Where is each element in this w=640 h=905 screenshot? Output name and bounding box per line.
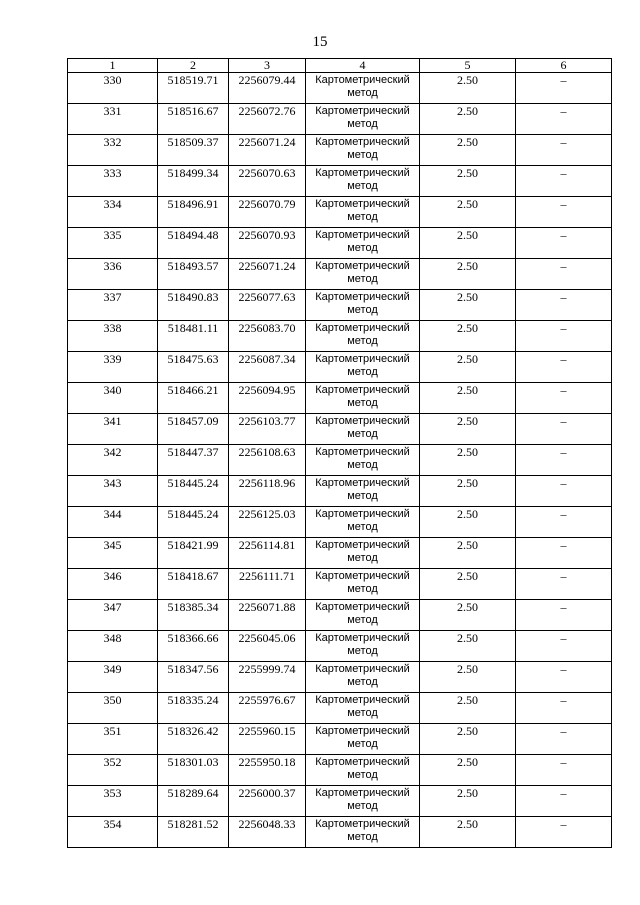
point-number-cell: 331 xyxy=(68,104,158,135)
table-row xyxy=(68,259,612,290)
y-coordinate-cell: 2256118.96 xyxy=(229,476,306,507)
table-row xyxy=(68,352,612,383)
point-number-cell: 336 xyxy=(68,259,158,290)
x-coordinate-cell: 518347.56 xyxy=(158,662,229,693)
table-row xyxy=(68,321,612,352)
method-cell: Картометрический метод xyxy=(306,693,420,724)
table-body xyxy=(68,73,612,848)
table-row xyxy=(68,600,612,631)
y-coordinate-cell: 2256071.24 xyxy=(229,259,306,290)
note-cell: – xyxy=(516,507,612,538)
note-cell: – xyxy=(516,135,612,166)
note-cell: – xyxy=(516,445,612,476)
x-coordinate-cell: 518385.34 xyxy=(158,600,229,631)
x-coordinate-cell: 518509.37 xyxy=(158,135,229,166)
x-coordinate-cell: 518493.57 xyxy=(158,259,229,290)
y-coordinate-cell: 2256000.37 xyxy=(229,786,306,817)
point-number-cell: 337 xyxy=(68,290,158,321)
y-coordinate-cell: 2256072.76 xyxy=(229,104,306,135)
y-coordinate-cell: 2256077.63 xyxy=(229,290,306,321)
note-cell: – xyxy=(516,662,612,693)
table-row xyxy=(68,135,612,166)
table-row xyxy=(68,290,612,321)
point-number-cell: 347 xyxy=(68,600,158,631)
method-cell: Картометрический метод xyxy=(306,166,420,197)
note-cell: – xyxy=(516,352,612,383)
accuracy-cell: 2.50 xyxy=(420,166,516,197)
method-cell: Картометрический метод xyxy=(306,569,420,600)
note-cell: – xyxy=(516,166,612,197)
accuracy-cell: 2.50 xyxy=(420,631,516,662)
note-cell: – xyxy=(516,259,612,290)
y-coordinate-cell: 2256114.81 xyxy=(229,538,306,569)
accuracy-cell: 2.50 xyxy=(420,476,516,507)
x-coordinate-cell: 518516.67 xyxy=(158,104,229,135)
y-coordinate-cell: 2256045.06 xyxy=(229,631,306,662)
y-coordinate-cell: 2255960.15 xyxy=(229,724,306,755)
table-row xyxy=(68,73,612,104)
accuracy-cell: 2.50 xyxy=(420,538,516,569)
table-row xyxy=(68,383,612,414)
x-coordinate-cell: 518481.11 xyxy=(158,321,229,352)
y-coordinate-cell: 2255976.67 xyxy=(229,693,306,724)
point-number-cell: 349 xyxy=(68,662,158,693)
note-cell: – xyxy=(516,104,612,135)
table-row xyxy=(68,724,612,755)
accuracy-cell: 2.50 xyxy=(420,693,516,724)
y-coordinate-cell: 2256103.77 xyxy=(229,414,306,445)
x-coordinate-cell: 518494.48 xyxy=(158,228,229,259)
note-cell: – xyxy=(516,73,612,104)
point-number-cell: 342 xyxy=(68,445,158,476)
accuracy-cell: 2.50 xyxy=(420,352,516,383)
point-number-cell: 353 xyxy=(68,786,158,817)
point-number-cell: 351 xyxy=(68,724,158,755)
point-number-cell: 348 xyxy=(68,631,158,662)
accuracy-cell: 2.50 xyxy=(420,724,516,755)
y-coordinate-cell: 2256070.63 xyxy=(229,166,306,197)
point-number-cell: 354 xyxy=(68,817,158,848)
note-cell: – xyxy=(516,817,612,848)
method-cell: Картометрический метод xyxy=(306,538,420,569)
x-coordinate-cell: 518301.03 xyxy=(158,755,229,786)
x-coordinate-cell: 518418.67 xyxy=(158,569,229,600)
method-cell: Картометрический метод xyxy=(306,724,420,755)
point-number-cell: 335 xyxy=(68,228,158,259)
method-cell: Картометрический метод xyxy=(306,290,420,321)
note-cell: – xyxy=(516,538,612,569)
page-number: 15 xyxy=(312,34,328,50)
table-row xyxy=(68,631,612,662)
y-coordinate-cell: 2256087.34 xyxy=(229,352,306,383)
method-cell: Картометрический метод xyxy=(306,197,420,228)
method-cell: Картометрический метод xyxy=(306,662,420,693)
y-coordinate-cell: 2256048.33 xyxy=(229,817,306,848)
x-coordinate-cell: 518490.83 xyxy=(158,290,229,321)
note-cell: – xyxy=(516,786,612,817)
method-cell: Картометрический метод xyxy=(306,445,420,476)
x-coordinate-cell: 518335.24 xyxy=(158,693,229,724)
method-cell: Картометрический метод xyxy=(306,135,420,166)
y-coordinate-cell: 2255950.18 xyxy=(229,755,306,786)
method-cell: Картометрический метод xyxy=(306,507,420,538)
header-row xyxy=(68,59,612,73)
table-row xyxy=(68,445,612,476)
note-cell: – xyxy=(516,693,612,724)
x-coordinate-cell: 518496.91 xyxy=(158,197,229,228)
note-cell: – xyxy=(516,631,612,662)
x-coordinate-cell: 518447.37 xyxy=(158,445,229,476)
accuracy-cell: 2.50 xyxy=(420,321,516,352)
accuracy-cell: 2.50 xyxy=(420,600,516,631)
point-number-cell: 343 xyxy=(68,476,158,507)
note-cell: – xyxy=(516,414,612,445)
method-cell: Картометрический метод xyxy=(306,414,420,445)
note-cell: – xyxy=(516,755,612,786)
point-number-cell: 334 xyxy=(68,197,158,228)
point-number-cell: 350 xyxy=(68,693,158,724)
method-cell: Картометрический метод xyxy=(306,259,420,290)
accuracy-cell: 2.50 xyxy=(420,414,516,445)
table-row xyxy=(68,569,612,600)
accuracy-cell: 2.50 xyxy=(420,259,516,290)
point-number-cell: 344 xyxy=(68,507,158,538)
x-coordinate-cell: 518466.21 xyxy=(158,383,229,414)
point-number-cell: 346 xyxy=(68,569,158,600)
accuracy-cell: 2.50 xyxy=(420,135,516,166)
note-cell: – xyxy=(516,228,612,259)
y-coordinate-cell: 2256071.88 xyxy=(229,600,306,631)
method-cell: Картометрический метод xyxy=(306,600,420,631)
y-coordinate-cell: 2256079.44 xyxy=(229,73,306,104)
x-coordinate-cell: 518366.66 xyxy=(158,631,229,662)
y-coordinate-cell: 2256070.93 xyxy=(229,228,306,259)
method-cell: Картометрический метод xyxy=(306,786,420,817)
note-cell: – xyxy=(516,476,612,507)
table-row xyxy=(68,693,612,724)
point-number-cell: 332 xyxy=(68,135,158,166)
note-cell: – xyxy=(516,197,612,228)
method-cell: Картометрический метод xyxy=(306,476,420,507)
accuracy-cell: 2.50 xyxy=(420,290,516,321)
note-cell: – xyxy=(516,383,612,414)
accuracy-cell: 2.50 xyxy=(420,197,516,228)
note-cell: – xyxy=(516,600,612,631)
x-coordinate-cell: 518326.42 xyxy=(158,724,229,755)
table-row xyxy=(68,755,612,786)
x-coordinate-cell: 518289.64 xyxy=(158,786,229,817)
y-coordinate-cell: 2256070.79 xyxy=(229,197,306,228)
header-col-1: 1 xyxy=(68,59,158,73)
method-cell: Картометрический метод xyxy=(306,755,420,786)
accuracy-cell: 2.50 xyxy=(420,786,516,817)
header-col-2: 2 xyxy=(158,59,229,73)
table-row xyxy=(68,538,612,569)
note-cell: – xyxy=(516,321,612,352)
point-number-cell: 333 xyxy=(68,166,158,197)
accuracy-cell: 2.50 xyxy=(420,228,516,259)
accuracy-cell: 2.50 xyxy=(420,445,516,476)
table-row xyxy=(68,197,612,228)
accuracy-cell: 2.50 xyxy=(420,755,516,786)
method-cell: Картометрический метод xyxy=(306,321,420,352)
accuracy-cell: 2.50 xyxy=(420,383,516,414)
y-coordinate-cell: 2256125.03 xyxy=(229,507,306,538)
table-row xyxy=(68,817,612,848)
table-row xyxy=(68,476,612,507)
point-number-cell: 338 xyxy=(68,321,158,352)
method-cell: Картометрический метод xyxy=(306,383,420,414)
accuracy-cell: 2.50 xyxy=(420,817,516,848)
accuracy-cell: 2.50 xyxy=(420,73,516,104)
x-coordinate-cell: 518281.52 xyxy=(158,817,229,848)
y-coordinate-cell: 2256083.70 xyxy=(229,321,306,352)
header-col-6: 6 xyxy=(516,59,612,73)
method-cell: Картометрический метод xyxy=(306,228,420,259)
x-coordinate-cell: 518457.09 xyxy=(158,414,229,445)
accuracy-cell: 2.50 xyxy=(420,507,516,538)
method-cell: Картометрический метод xyxy=(306,817,420,848)
table-row xyxy=(68,786,612,817)
coordinates-table xyxy=(67,58,612,848)
x-coordinate-cell: 518499.34 xyxy=(158,166,229,197)
method-cell: Картометрический метод xyxy=(306,104,420,135)
y-coordinate-cell: 2256071.24 xyxy=(229,135,306,166)
header-col-5: 5 xyxy=(420,59,516,73)
note-cell: – xyxy=(516,724,612,755)
point-number-cell: 330 xyxy=(68,73,158,104)
point-number-cell: 345 xyxy=(68,538,158,569)
x-coordinate-cell: 518421.99 xyxy=(158,538,229,569)
method-cell: Картометрический метод xyxy=(306,73,420,104)
header-col-3: 3 xyxy=(229,59,306,73)
point-number-cell: 340 xyxy=(68,383,158,414)
point-number-cell: 341 xyxy=(68,414,158,445)
y-coordinate-cell: 2255999.74 xyxy=(229,662,306,693)
table-row xyxy=(68,166,612,197)
x-coordinate-cell: 518445.24 xyxy=(158,507,229,538)
accuracy-cell: 2.50 xyxy=(420,104,516,135)
accuracy-cell: 2.50 xyxy=(420,662,516,693)
accuracy-cell: 2.50 xyxy=(420,569,516,600)
method-cell: Картометрический метод xyxy=(306,631,420,662)
table-row xyxy=(68,507,612,538)
y-coordinate-cell: 2256094.95 xyxy=(229,383,306,414)
x-coordinate-cell: 518445.24 xyxy=(158,476,229,507)
note-cell: – xyxy=(516,569,612,600)
point-number-cell: 339 xyxy=(68,352,158,383)
x-coordinate-cell: 518519.71 xyxy=(158,73,229,104)
header-col-4: 4 xyxy=(306,59,420,73)
point-number-cell: 352 xyxy=(68,755,158,786)
table-row xyxy=(68,104,612,135)
method-cell: Картометрический метод xyxy=(306,352,420,383)
y-coordinate-cell: 2256111.71 xyxy=(229,569,306,600)
x-coordinate-cell: 518475.63 xyxy=(158,352,229,383)
table-row xyxy=(68,662,612,693)
table-row xyxy=(68,414,612,445)
note-cell: – xyxy=(516,290,612,321)
y-coordinate-cell: 2256108.63 xyxy=(229,445,306,476)
table-row xyxy=(68,228,612,259)
